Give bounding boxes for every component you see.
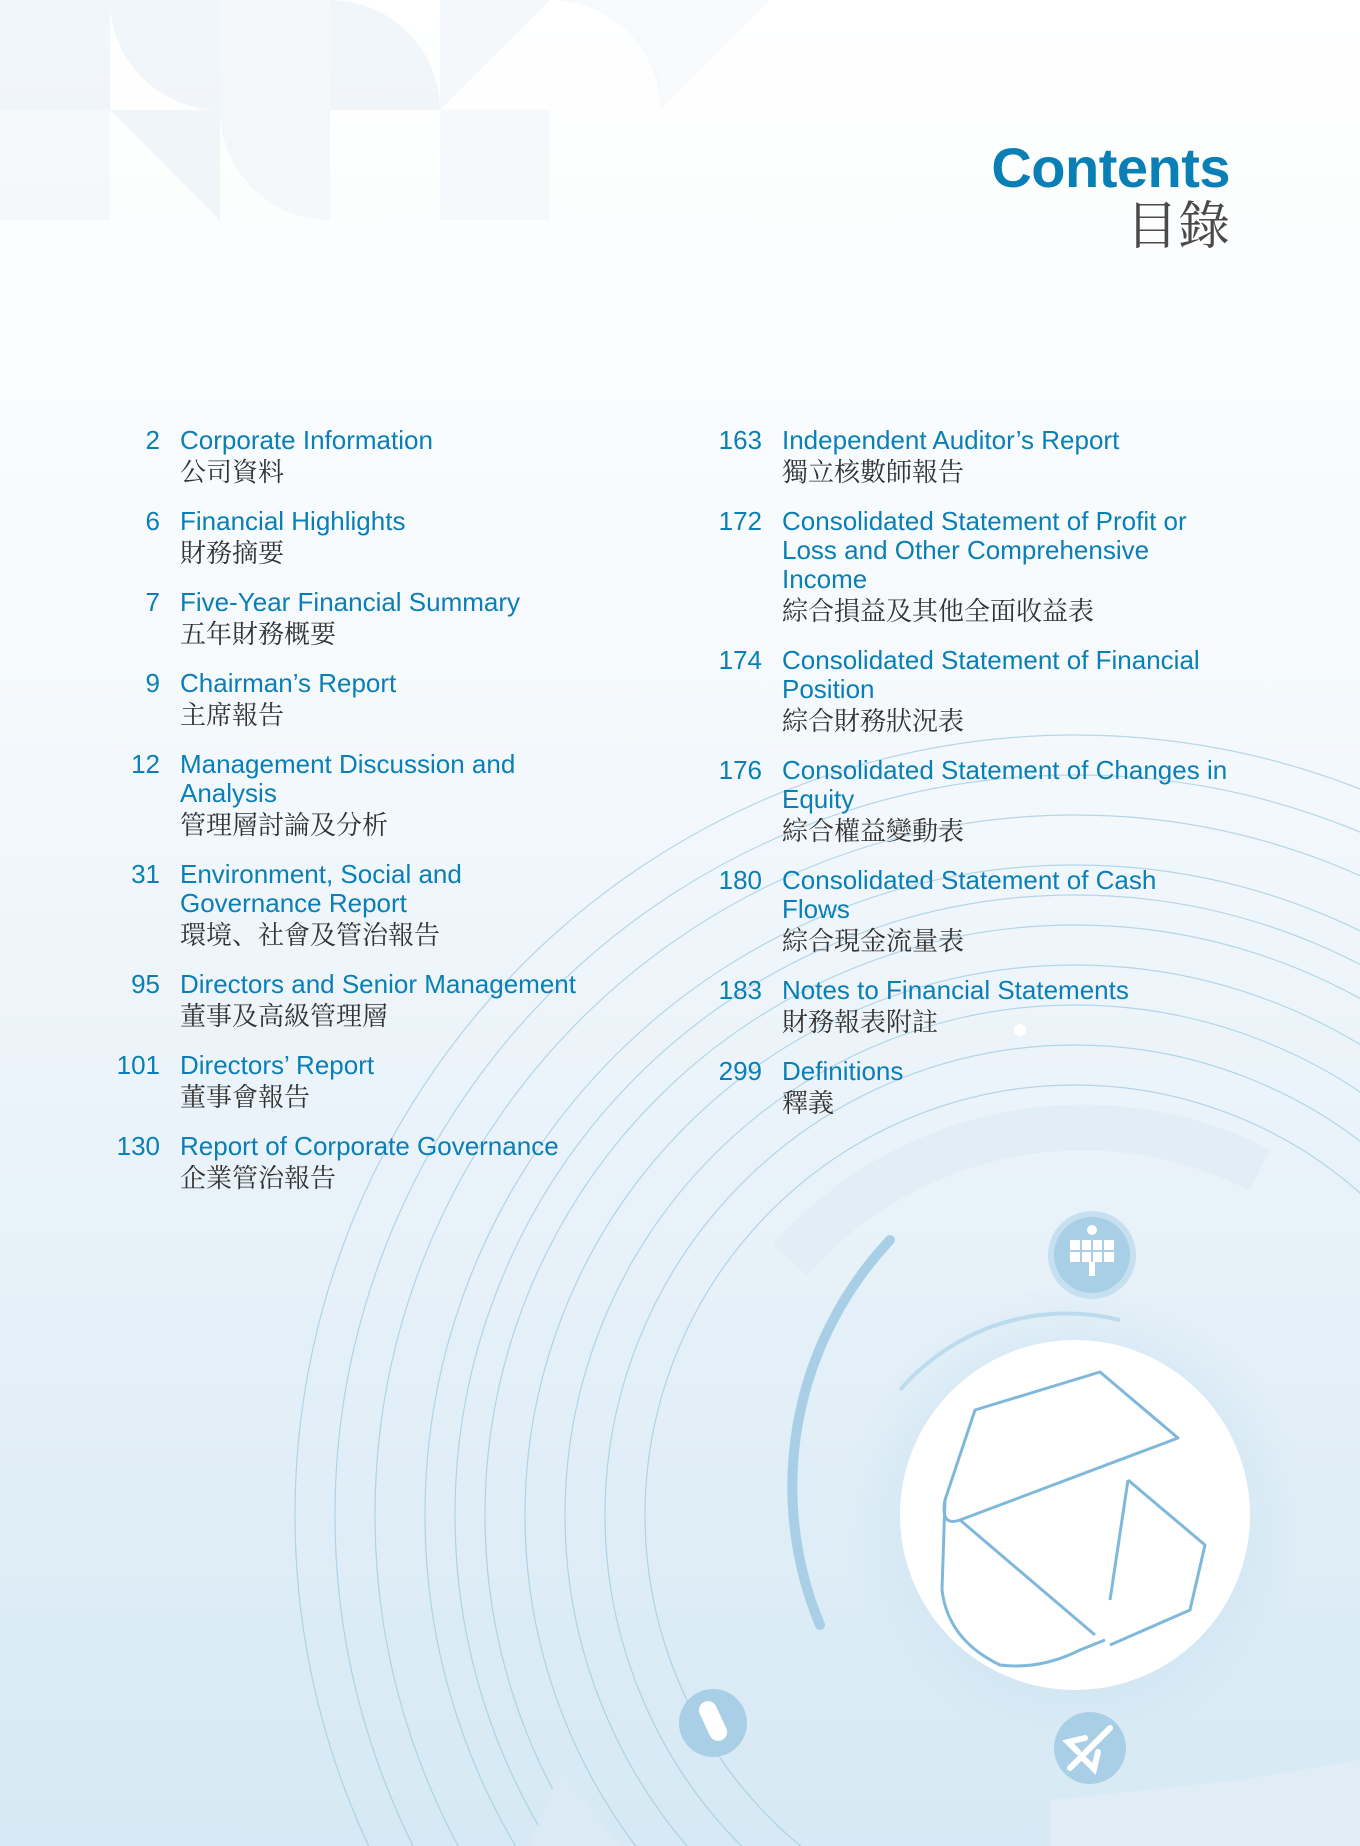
toc-title-zh: 綜合損益及其他全面收益表 bbox=[782, 596, 1095, 626]
toc-entry[interactable] bbox=[90, 507, 650, 570]
toc-title-zh: 財務摘要 bbox=[180, 538, 285, 568]
toc-entry[interactable] bbox=[90, 426, 650, 489]
toc-title-en: Environment, Social and Governance Report bbox=[180, 859, 462, 918]
toc-title-en: Directors and Senior Management bbox=[180, 969, 576, 999]
toc-right-column bbox=[690, 426, 1250, 1138]
toc-page-number: 7 bbox=[145, 587, 160, 617]
toc-entry[interactable] bbox=[690, 507, 1250, 628]
toc-title-zh: 財務報表附註 bbox=[782, 1007, 939, 1037]
toc-title-en: Consolidated Statement of Cash Flows bbox=[782, 865, 1157, 924]
toc-page-number: 101 bbox=[116, 1050, 160, 1080]
toc-entry[interactable] bbox=[690, 866, 1250, 958]
page-title-zh: 目錄 bbox=[1125, 198, 1230, 256]
toc-title-en: Consolidated Statement of Financial Position bbox=[782, 645, 1200, 704]
toc-title-zh: 五年財務概要 bbox=[180, 619, 337, 649]
toc-title-zh: 釋義 bbox=[782, 1088, 835, 1118]
solar-panel-icon bbox=[1048, 1211, 1136, 1299]
toc-title-zh: 董事及高級管理層 bbox=[180, 1001, 389, 1031]
toc-title-zh: 管理層討論及分析 bbox=[180, 810, 389, 840]
toc-entry[interactable] bbox=[690, 646, 1250, 738]
toc-title-zh: 綜合權益變動表 bbox=[782, 816, 965, 846]
toc-page-number: 6 bbox=[145, 506, 160, 536]
toc-entry[interactable] bbox=[690, 426, 1250, 489]
toc-page-number: 12 bbox=[131, 749, 160, 779]
toc-page-number: 299 bbox=[718, 1056, 762, 1086]
page-header bbox=[991, 136, 1230, 256]
toc-title-zh: 綜合財務狀況表 bbox=[782, 706, 965, 736]
toc-page-number: 174 bbox=[718, 645, 762, 675]
toc-title-en: Corporate Information bbox=[180, 425, 433, 455]
toc-page-number: 130 bbox=[116, 1131, 160, 1161]
toc-title-zh: 綜合現金流量表 bbox=[782, 926, 965, 956]
toc-title-zh: 環境、社會及管治報告 bbox=[180, 920, 441, 950]
geometric-tiles bbox=[0, 0, 770, 220]
toc-left-column bbox=[90, 426, 650, 1213]
toc-entry[interactable] bbox=[90, 1051, 650, 1114]
toc-page-number: 9 bbox=[145, 668, 160, 698]
toc-page-number: 180 bbox=[718, 865, 762, 895]
toc-entry[interactable] bbox=[90, 750, 650, 842]
toc-title-zh: 主席報告 bbox=[180, 700, 285, 730]
toc-entry[interactable] bbox=[690, 1057, 1250, 1120]
toc-title-en: Definitions bbox=[782, 1056, 904, 1086]
toc-title-zh: 企業管治報告 bbox=[180, 1163, 337, 1193]
toc-page-number: 172 bbox=[718, 506, 762, 536]
toc-entry[interactable] bbox=[90, 970, 650, 1033]
toc-page-number: 176 bbox=[718, 755, 762, 785]
toc-entry[interactable] bbox=[90, 588, 650, 651]
airplane-icon bbox=[1054, 1712, 1126, 1784]
wide-band-arc bbox=[790, 1127, 1260, 1260]
toc-title-en: Five-Year Financial Summary bbox=[180, 587, 521, 617]
toc-page-number: 183 bbox=[718, 975, 762, 1005]
test-tube-icon bbox=[679, 1689, 747, 1757]
toc-page-number: 31 bbox=[131, 859, 160, 889]
toc-title-zh: 公司資料 bbox=[180, 457, 285, 487]
toc-title-en: Financial Highlights bbox=[180, 506, 406, 536]
toc-title-en: Consolidated Statement of Profit or Loss and Other Comprehensive Income bbox=[782, 506, 1187, 594]
toc-title-en: Consolidated Statement of Changes in Equity bbox=[782, 755, 1228, 814]
toc-title-en: Notes to Financial Statements bbox=[782, 975, 1129, 1005]
toc-entry[interactable] bbox=[690, 756, 1250, 848]
toc-page-number: 163 bbox=[718, 425, 762, 455]
toc-title-en: Management Discussion and Analysis bbox=[180, 749, 516, 808]
toc-title-en: Chairman’s Report bbox=[180, 668, 397, 698]
toc-title-en: Independent Auditor’s Report bbox=[782, 425, 1120, 455]
toc-entry[interactable] bbox=[90, 1132, 650, 1195]
toc-page-number: 95 bbox=[131, 969, 160, 999]
toc-title-zh: 獨立核數師報告 bbox=[782, 457, 965, 487]
toc-title-zh: 董事會報告 bbox=[180, 1082, 311, 1112]
page-title-en: Contents bbox=[991, 136, 1230, 199]
toc-title-en: Directors’ Report bbox=[180, 1050, 375, 1080]
toc-page-number: 2 bbox=[145, 425, 160, 455]
toc-entry[interactable] bbox=[690, 976, 1250, 1039]
toc-entry[interactable] bbox=[90, 669, 650, 732]
toc-title-en: Report of Corporate Governance bbox=[180, 1131, 559, 1161]
toc-entry[interactable] bbox=[90, 860, 650, 952]
